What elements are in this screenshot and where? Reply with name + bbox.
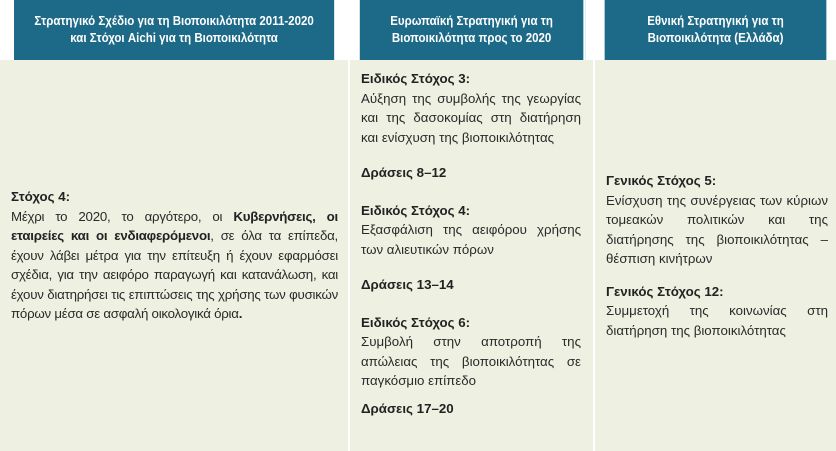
target-4-text-end: . [238, 306, 243, 322]
target-4-title: Στόχος 4: [11, 189, 71, 205]
header-col1-line1: Στρατηγικό Σχέδιο για τη Βιοποικιλότητα 2011-2020 [34, 14, 314, 28]
header-col2-line2: Βιοποικιλότητα προς το 2020 [391, 31, 552, 45]
eu-target-6-title: Ειδικός Στόχος 6: [361, 314, 471, 330]
target-4-text-rest: , σε όλα τα επίπεδα, έχουν λάβει μέτρα για την επίτευξη ή έχουν εφαρμόσει σχέδια, για την αειφόρο παραγωγή και κατανάλωση, και έχουν διατηρήσει τις επιπτώσεις της χρήσης των φυσικών πόρων μέσα σε ασφαλή οικολογικά όρια [11, 228, 338, 322]
header-col3-line2: Βιοποικιλότητα (Ελλάδα) [647, 31, 784, 45]
header-european-strategy [360, 0, 585, 60]
header-col3-line1: Εθνική Στρατηγική για τη [647, 14, 784, 28]
national-target-12-text: Συμμετοχή της κοινωνίας στη διατήρηση της βιοποικιλότητας [606, 303, 828, 338]
header-national-strategy [605, 0, 827, 60]
eu-target-6-text: Συμβολή στην αποτροπή της απώλειας της βιοποικιλότητας σε παγκόσμιο επίπεδο [361, 334, 581, 388]
cell-aichi-target [0, 60, 350, 451]
eu-target-6-actions: Δράσεις 17–20 [361, 400, 454, 416]
cell-eu-targets [350, 60, 595, 451]
eu-target-4-actions: Δράσεις 13–14 [361, 277, 454, 292]
eu-target-4-title: Ειδικός Στόχος 4: [361, 202, 471, 218]
eu-target-4-text: Εξασφάλιση της αειφόρου χρήσης των αλιευτικών πόρων [361, 222, 581, 257]
cell-national-targets [595, 60, 836, 451]
target-4-text-start: Μέχρι το 2020, το αργότερο, οι [11, 208, 234, 224]
eu-target-3-title: Ειδικός Στόχος 3: [361, 71, 471, 86]
national-target-5-text: Ενίσχυση της συνέργειας των κύριων τομεακών πολιτικών και της διατήρησης της βιοποικιλότητας – θέσπιση κινήτρων [606, 192, 828, 266]
header-global-strategy [14, 0, 336, 60]
target-4-text [11, 207, 338, 324]
national-target-5-title: Γενικός Στόχος 5: [606, 173, 717, 188]
header-col2-line1: Ευρωπαϊκή Στρατηγική για τη [390, 14, 553, 28]
eu-target-3-actions: Δράσεις 8–12 [361, 165, 447, 180]
eu-target-3-text: Αύξηση της συμβολής της γεωργίας και της δασοκομίας στη διατήρηση και ενίσχυση της βιοποικιλότητας [361, 90, 581, 145]
header-col1-line2: και Στόχοι Aichi για τη Βιοποικιλότητα [70, 31, 278, 45]
national-target-12-title: Γενικός Στόχος 12: [606, 283, 724, 299]
target-4-text-bold: Κυβερνήσεις, οι εταιρείες και οι ενδιαφερόμενοι [11, 208, 339, 244]
